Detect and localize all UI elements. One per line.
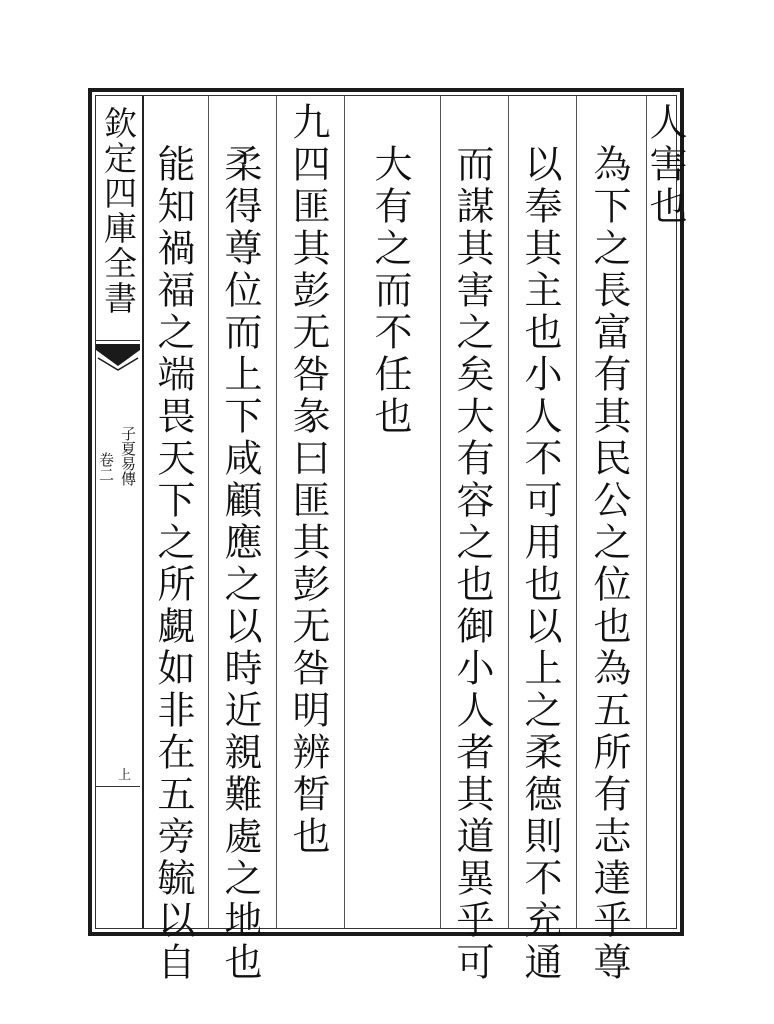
page-frame (88, 88, 687, 984)
text-column-5 (344, 96, 440, 928)
text-column-7 (208, 96, 276, 984)
juan-number: 卷二 (97, 452, 115, 482)
column-text: 而謀其害之矣大有容之也御小人者其道異乎可 (450, 144, 494, 984)
column-text: 能知禍福之端畏天下之所覷如非在五旁毓以自 (151, 144, 195, 984)
strip-rule-bottom (96, 786, 140, 787)
folio-mark: 上 (118, 768, 132, 783)
series-title: 欽定四庫全書 (99, 106, 138, 316)
text-column-4 (440, 96, 508, 984)
text-column-2 (576, 96, 646, 984)
text-column-8 (142, 96, 208, 984)
column-text: 為下之長富有其民公之位也為五所有志達乎尊 (587, 144, 631, 984)
text-column-3 (508, 96, 576, 984)
column-text: 人害也 (643, 102, 687, 228)
page-frame-inner (95, 95, 687, 984)
strip-rule-top (96, 340, 140, 341)
column-text: 以奉其主也小人不可用也以上之柔德則不充通 (518, 144, 562, 984)
page-margin-strip (96, 96, 144, 928)
column-text: 柔得尊位而上下咸顧應之以時近親難處之地也 (218, 144, 262, 984)
column-text: 九四匪其彭无咎彖曰匪其彭无咎明辨晳也 (286, 102, 330, 858)
text-column-6 (276, 96, 344, 928)
book-title: 子夏易傳 (119, 426, 137, 486)
column-text: 大有之而不任也 (368, 144, 412, 438)
text-column-1 (643, 96, 687, 928)
fish-tail-mark-icon (96, 344, 140, 372)
